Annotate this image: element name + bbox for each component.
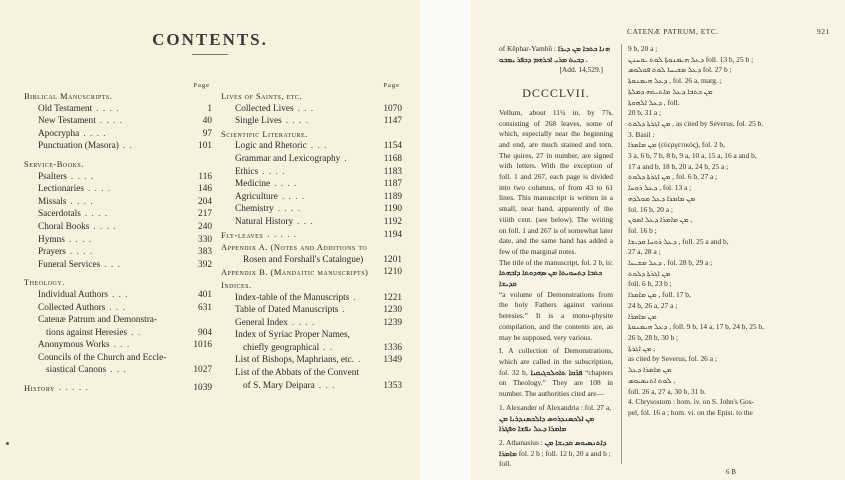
contents-entry[interactable] xyxy=(24,234,212,247)
entry-page-number: 1190 xyxy=(383,204,402,215)
leader-dots: . . . . xyxy=(274,179,298,190)
contents-entry[interactable] xyxy=(24,221,212,234)
syriac-text: ܦܪ̈ܩܐ ܬܐܘܠܘܓܝܩܝܐ xyxy=(530,367,583,377)
leader-dots: . xyxy=(353,292,357,303)
entry-page-number: 1192 xyxy=(383,216,402,227)
text-column-right xyxy=(628,44,834,419)
contents-entry[interactable] xyxy=(24,103,212,116)
leader-dots: . . . . xyxy=(99,116,124,127)
entry-page-number: 1189 xyxy=(383,191,402,202)
leader-dots: . . . . . xyxy=(58,383,89,394)
leader-dots: . xyxy=(344,153,348,164)
text-line: “a volume of Demonstrations from the holy Fathers against various heresies.” It is a mono-physite compilation, and the contents are, as may be supposed, very various. xyxy=(499,289,613,342)
entry-page-number: 1353 xyxy=(383,380,402,391)
text-line: 3 a, 6 b, 7 b, 8 b, 9 a, 10 a, 15 a, 16 a and b, xyxy=(628,151,757,161)
entry-label: Choral Books xyxy=(38,221,90,232)
contents-entry[interactable] xyxy=(221,153,402,166)
contents-entry[interactable] xyxy=(24,364,212,377)
contents-entry[interactable] xyxy=(221,342,402,355)
leader-dots: . . . xyxy=(297,216,314,227)
entry-label: of S. Mary Deipara xyxy=(243,380,315,391)
entry-label: Funeral Services xyxy=(38,259,101,270)
leader-dots: . . . xyxy=(310,141,328,152)
entry-label: List of Bishops, Maphrians, etc. xyxy=(235,355,355,366)
column-divider xyxy=(621,44,622,464)
entry-label: Index-table of the Manuscripts xyxy=(235,292,350,303)
entry-label: Apocrypha xyxy=(38,128,80,139)
section-heading: Theology. xyxy=(24,277,65,288)
text-line: ܕܥܠ ܪܘܚܐ , fol. 13 a ; xyxy=(628,183,692,193)
contents-entry[interactable] xyxy=(221,229,402,242)
text-line: The title of the manuscript, fol. 2 b, is: xyxy=(499,257,613,267)
contents-entry[interactable] xyxy=(221,191,402,204)
contents-entry[interactable] xyxy=(24,302,212,315)
leader-dots: . . . xyxy=(109,302,127,313)
entry-page-number: 392 xyxy=(198,259,212,270)
title-rule xyxy=(192,54,228,55)
contents-entry[interactable] xyxy=(221,203,402,216)
syriac-text: ܗܢܐ ܟܬܒܐ ܡܢ ܕܝܪܐ xyxy=(557,44,610,53)
text-line: ܕܥܠ ܗܝܡܢܘܬܐ ܠܘܬ ܝܘܚܢܢ foll. 13 b, 25 b ; xyxy=(628,54,754,64)
entry-page-number: 40 xyxy=(202,116,212,127)
entry-label: Appendix B. (Mandaitic manuscripts) xyxy=(221,267,369,278)
syriac-text: ܡܢ ܐܠܟܣܢܕܪܘܣ ܕܐܠܟܣܢܕܪܝܐ ܡܢ ܡܐܡܪܐ ܕܥܠ ܢܦܫܐ ܘܦܓܪܐ xyxy=(499,413,595,434)
entry-label: Hymns xyxy=(38,234,65,245)
text-line: fol. 2 b ; xyxy=(518,448,544,458)
entry-page-number: 904 xyxy=(198,327,212,338)
entry-page-number: 401 xyxy=(198,289,212,300)
entry-label: Ethics xyxy=(235,166,259,177)
leader-dots: . . . . xyxy=(291,317,316,328)
contents-entry[interactable] xyxy=(221,140,402,153)
leader-dots: . . . xyxy=(297,103,315,114)
contents-entry[interactable] xyxy=(24,196,212,209)
contents-entry[interactable] xyxy=(221,292,402,305)
entry-page-number: 1183 xyxy=(383,166,402,177)
syriac-text: ܕܐܬܢܣܝܘܣ ܩܕܝܫܐ ܡܢ ܡܐܡܪܐ xyxy=(499,437,607,458)
entry-label: Collected Lives xyxy=(235,103,294,114)
running-head: CATENÆ PATRUM, ETC. xyxy=(627,27,719,36)
leader-dots: . . . . xyxy=(87,184,112,195)
contents-entry[interactable] xyxy=(221,216,402,229)
entry-page-number: 1039 xyxy=(193,383,212,394)
entry-page-number: 217 xyxy=(198,209,212,220)
entry-page-number: 1221 xyxy=(383,292,402,303)
entry-page-number: 1027 xyxy=(193,365,212,376)
text-line: “chapters on Theology.” They are 108 in number. The authorities cited are— xyxy=(499,367,613,399)
leader-dots: . . . . xyxy=(285,116,310,127)
signature-mark: 6 B xyxy=(726,468,736,476)
entry-label: siastical Canons xyxy=(46,365,107,376)
contents-entry[interactable] xyxy=(24,382,212,395)
entry-label: Single Lives xyxy=(235,116,282,127)
leader-dots: . . . . xyxy=(83,128,107,139)
text-column-left xyxy=(499,44,613,470)
section-heading: Scientific Literature. xyxy=(221,128,308,139)
text-line: ܡܢ ܡܐܡܪܐ (εὐεργετικός), fol. 2 b, xyxy=(628,140,725,150)
entry-label: Logic and Rhetoric xyxy=(235,141,307,152)
text-line: ܡܢ ܡܐܡܪܐ ܕܥܠ xyxy=(628,365,672,375)
entry-label: Rosen and Forshall's Catalogue) xyxy=(243,254,364,265)
entry-page-number: 1168 xyxy=(383,153,402,164)
entry-label: Agriculture xyxy=(235,191,278,202)
entry-label: Medicine xyxy=(235,179,271,190)
contents-entry[interactable] xyxy=(24,115,212,128)
leader-dots: . . . . xyxy=(96,103,120,114)
contents-entry[interactable] xyxy=(221,103,402,116)
entry-page-number: 1210 xyxy=(383,267,402,278)
leader-dots: . . . . xyxy=(93,221,117,232)
entry-page-number: 1349 xyxy=(383,355,402,366)
leader-dots: . . . . xyxy=(69,247,94,258)
section-heading: Appendix A. (Notes and Additions to xyxy=(221,242,368,253)
contents-entry[interactable] xyxy=(221,254,402,267)
entry-text: List of the Abbats of the Convent xyxy=(235,368,359,379)
section-heading: Service-Books. xyxy=(24,158,84,169)
entry-page-number: 1239 xyxy=(383,317,402,328)
text-line: ܕܥܠ ܡܫܝܚܐ , fol. 28 b, 29 a ; xyxy=(628,258,713,268)
entry-page-number: 1070 xyxy=(383,103,402,114)
leader-dots: . . . xyxy=(113,340,131,351)
leader-dots: . . . xyxy=(110,365,127,376)
add-number: [Add. 14,529.] xyxy=(559,65,603,75)
text-line: foll. 26 a, 27 a, 30 b, 31 b. xyxy=(628,386,706,396)
leader-dots: . . xyxy=(131,327,142,338)
contents-entry[interactable] xyxy=(24,327,212,340)
text-line: ܡܢ ܐܓܪܬܐ , xyxy=(628,343,656,353)
ink-spot xyxy=(6,442,9,445)
syriac-text: ܟܬܒܐ ܕܬܚܘܝܬܐ ܡܢ ܣܗܕܘܬܐ ܕܐܒܗܬܐ ܩܕܝܫܐ xyxy=(499,268,603,289)
contents-entry[interactable] xyxy=(24,128,212,141)
text-line: 24 b, 26 a, 27 a ; xyxy=(628,300,678,310)
leader-dots: . . . . xyxy=(281,191,306,202)
manuscript-number: DCCCLVII. xyxy=(522,86,590,101)
entry-page-number: 204 xyxy=(198,196,212,207)
text-line: ܕܥܠ ܗܝܡܢܘܬܐ , foll. 9 b, 14 a, 17 b, 24 b, 25 b, xyxy=(628,322,764,332)
entry-label: History xyxy=(24,383,55,394)
leader-dots: . . xyxy=(323,342,334,353)
contents-entry[interactable] xyxy=(24,339,212,352)
text-line: 17 a and b, 18 b, 20 a, 24 b, 25 a ; xyxy=(628,161,729,171)
text-line: ܡܢ ܟܬܒܐ ܕܥܠ ܡܐܬܝܬܗ ܕܡܠܬܐ xyxy=(628,86,713,96)
entry-page-number: 1154 xyxy=(383,141,402,152)
text-line: ܡܢ ܡܐܡܪܐ , foll. 17 b, xyxy=(628,290,691,300)
entry-label: Psalters xyxy=(38,171,67,182)
contents-left-column xyxy=(24,80,212,395)
leader-dots: . . . xyxy=(111,289,129,300)
contents-entry[interactable] xyxy=(24,259,212,272)
entry-page-number: 116 xyxy=(198,171,212,182)
contents-entry[interactable] xyxy=(221,380,402,393)
entry-label: Collected Authors xyxy=(38,302,106,313)
contents-entry[interactable] xyxy=(221,354,402,367)
text-line: I. A collection of Demonstrations, which are called in the subscription, fol. 32 b, xyxy=(499,346,613,377)
text-line: ܡܢ ܐܓܪܬܐ ܕܠܘܬ , fol. 6 b, 27 a ; xyxy=(628,172,718,182)
text-line: 27 a, 28 a ; xyxy=(628,247,661,257)
leader-dots: . . xyxy=(122,141,133,152)
leader-dots: . . . xyxy=(318,380,336,391)
contents-entry[interactable] xyxy=(24,289,212,302)
entry-label: Missals xyxy=(38,196,67,207)
leader-dots: . . . . xyxy=(262,166,286,177)
leader-dots: . . . . xyxy=(68,234,93,245)
contents-entry[interactable] xyxy=(24,208,212,221)
entry-label: Individual Authors xyxy=(38,289,108,300)
text-line: foll. 12 b, 20 a and b ; xyxy=(545,448,611,458)
entry-page-number: 1230 xyxy=(383,305,402,316)
page-column-header: Page xyxy=(193,82,210,89)
entry-label: chiefly geographical xyxy=(243,342,320,353)
description-paragraph: Vellum, about 11¼ in. by 7⅞, consisting of 268 leaves, some of which, especially near the beginning and end, are much stained and torn. The quires, 27 in number, are signed with letters. With the exception of foll. 1 and 267, each page is divided into two columns, of from 43 to 61 lines. This manuscript is written in a small, neat hand, apparently of the viiith cent. (see below). The writing on foll. 1 and 267 is of somewhat later date, and the same hand has added a few of the marginal notes. xyxy=(499,107,613,256)
leader-dots: . . . . xyxy=(70,196,94,207)
leader-dots xyxy=(363,254,378,267)
text-line: of Kêphar-Yambû : xyxy=(499,44,556,53)
entry-page-number: 146 xyxy=(198,184,212,195)
text-line: 9 b, 20 a ; xyxy=(628,44,658,53)
text-line: ܡܢ ܡܐܡܪܐ ܕܥܠ ܐܡܘܢ , xyxy=(628,215,693,225)
catalogue-page xyxy=(471,0,845,480)
entry-text: Catenæ Patrum and Demonstra- xyxy=(38,315,158,326)
syriac-text: ܕܒܝܬ ܡܪܝ ܐܒܪܗܡ ܕܟܦܪ ܝܡܒܘ . xyxy=(499,54,588,64)
entry-label: Grammar and Lexicography xyxy=(235,153,341,164)
entry-page-number: 1194 xyxy=(383,229,402,240)
entry-label: Sacerdotals xyxy=(38,209,81,220)
entry-label: Old Testament xyxy=(38,103,93,114)
leader-dots: . . . xyxy=(104,259,121,270)
entry-label: Lectionaries xyxy=(38,184,84,195)
entry-page-number: 101 xyxy=(198,141,212,152)
entry-page-number: 1 xyxy=(207,103,212,114)
contents-entry[interactable] xyxy=(221,317,402,330)
entry-page-number: 1201 xyxy=(383,254,402,265)
contents-entry[interactable] xyxy=(221,166,402,179)
section-heading: Biblical Manuscripts. xyxy=(24,91,113,101)
entry-label: Fly-leaves xyxy=(221,229,264,240)
entry-page-number: 240 xyxy=(198,221,212,232)
text-line: ܡܢ ܡܐܡܪܐ xyxy=(628,311,657,321)
leader-dots: . . . . xyxy=(84,209,109,220)
text-line: 3. Basil : xyxy=(628,129,655,139)
page-number: 921 xyxy=(817,27,830,36)
entry-label: Prayers xyxy=(38,247,66,258)
entry-label: tions against Heresies xyxy=(46,327,128,338)
entry-page-number: 97 xyxy=(202,128,212,139)
entry-page-number: 383 xyxy=(198,247,212,258)
text-line: ܕܥܠ ܐܠܗܘܬܐ , foll. xyxy=(628,97,680,107)
leader-dots xyxy=(368,266,378,279)
contents-entry[interactable] xyxy=(24,171,212,184)
entry-label: Natural History xyxy=(235,216,294,227)
entry-label: Anonymous Works xyxy=(38,340,110,351)
contents-right-column xyxy=(221,80,402,392)
contents-entry[interactable] xyxy=(24,246,212,259)
text-line: 26 b, 28 b, 30 b ; xyxy=(628,332,679,342)
entry-label: Punctuation (Masora) xyxy=(38,141,119,152)
text-line: ܕܥܠ ܗܝܡܢܘܬܐ , fol. 26 a, marg. ; xyxy=(628,76,722,86)
entry-text: Index of Syriac Proper Names, xyxy=(235,330,350,341)
text-line: foll. xyxy=(499,459,512,469)
contents-entry[interactable] xyxy=(221,304,402,317)
entry-text: Councils of the Church and Eccle- xyxy=(38,352,167,363)
contents-entry[interactable] xyxy=(24,140,212,153)
entry-page-number: 1016 xyxy=(193,340,212,351)
leader-dots: . . . . xyxy=(70,171,95,182)
text-line: 2. Athanasius : xyxy=(499,437,543,447)
entry-page-number: 631 xyxy=(198,302,212,313)
page-column-header: Page xyxy=(383,82,400,89)
entry-page-number: 1336 xyxy=(383,342,402,353)
leader-dots: . . . . . xyxy=(267,229,298,240)
text-line: ܡܢ ܐܓܪܬܐ ܕܠܘܬ , as cited by Severus, fol. 25 b. xyxy=(628,118,764,128)
text-line: ܡܢ ܡܐܡܪܐ ܕܥܠ ܡܘܠܕܗ xyxy=(628,193,696,203)
text-line: as cited by Severus, fol. 26 a ; xyxy=(628,354,717,364)
text-line: 1. Alexander of Alexandria : fol. 27 a, xyxy=(499,402,612,412)
contents-entry[interactable] xyxy=(221,178,402,191)
entry-label: General Index xyxy=(235,317,288,328)
entry-label: Table of Dated Manuscripts xyxy=(235,305,339,316)
leader-dots: . . . . xyxy=(277,204,302,215)
section-heading: Indices. xyxy=(221,279,252,290)
leader-dots: . xyxy=(342,305,346,316)
entry-page-number: 1187 xyxy=(383,179,402,190)
section-heading: Lives of Saints, etc. xyxy=(221,91,303,101)
text-line: fol. 16 b, 20 a ; xyxy=(628,204,673,214)
text-line: ܠܘܬ ܐܬܢܣܝܘܣ , xyxy=(628,375,676,385)
contents-entry[interactable] xyxy=(221,266,402,279)
text-line: ܕܥܠ ܪܘܚܐ ܩܕܝܫܐ , foll. 25 a and b, xyxy=(628,236,729,246)
entry-page-number: 330 xyxy=(198,234,212,245)
text-line: 20 b, 31 a ; xyxy=(628,108,662,118)
page-gutter xyxy=(420,0,471,480)
contents-entry[interactable] xyxy=(221,115,402,128)
entry-label: Chemistry xyxy=(235,204,274,215)
text-line: fol. 16 b ; xyxy=(628,225,657,235)
leader-dots: . xyxy=(358,355,362,366)
entry-label: New Testament xyxy=(38,116,96,127)
contents-entry[interactable] xyxy=(24,183,212,196)
text-line: ܡܢ ܐܓܪܬܐ ܕܠܘܬ xyxy=(628,268,671,278)
contents-page xyxy=(0,0,420,480)
text-line: pel, fol. 16 a ; hom. vi. on the Epist. to the xyxy=(628,407,753,417)
text-line: ܕܥܠ ܡܫܝܚܐ ܠܘܬ ܦܘܠܘܣ fol. 27 b ; xyxy=(628,65,732,75)
text-line: 4. Chrysostom : hom. iv. on S. John's Gos- xyxy=(628,397,755,407)
text-line: foll. 6 b, 23 b ; xyxy=(628,279,672,289)
page-title: CONTENTS. xyxy=(152,30,268,49)
entry-page-number: 1147 xyxy=(383,116,402,127)
